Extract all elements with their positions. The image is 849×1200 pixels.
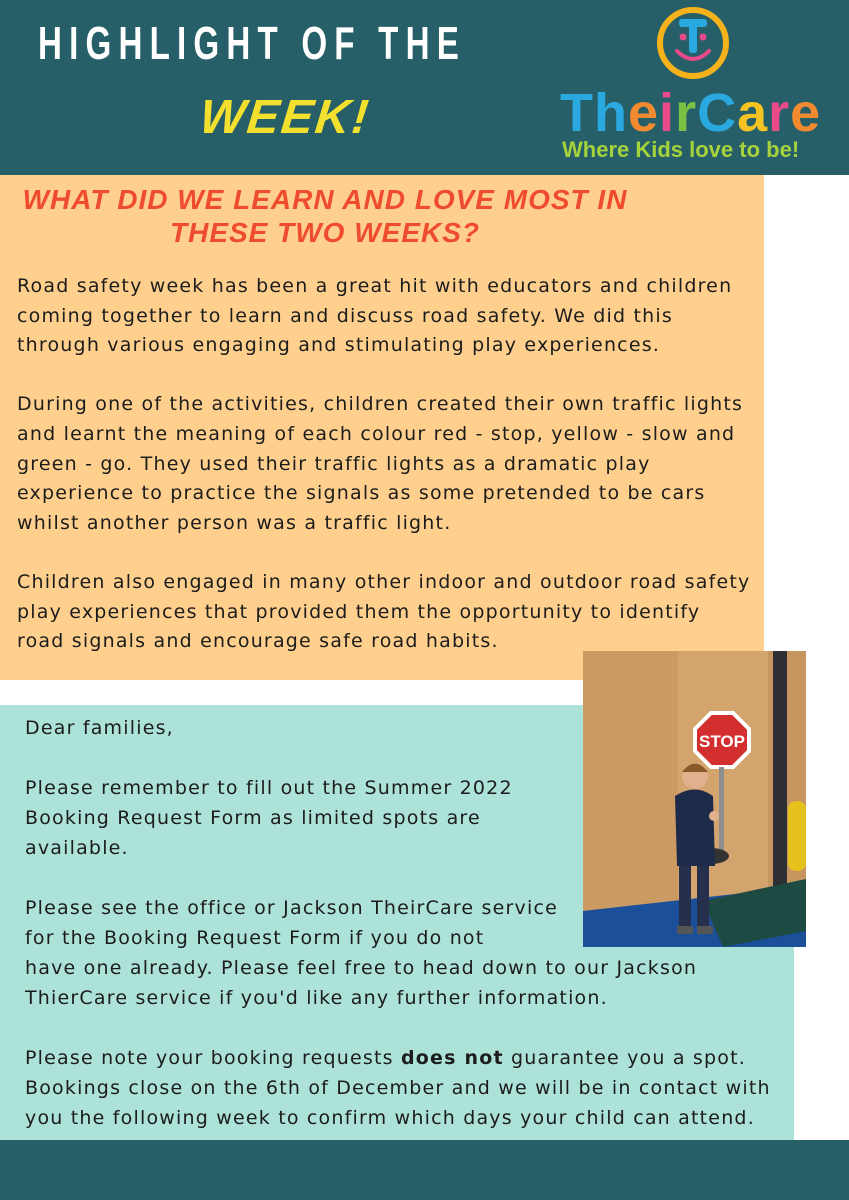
learning-paragraph: During one of the activities, children created their own traffic lights and learnt the meaning of each colour red - stop, yellow - slow and green - go. They used their traffic lights as a dramatic play experience to practice the signals as some pretended to be cars whilst another person was a traffic light.	[17, 393, 744, 534]
header-banner	[0, 0, 849, 175]
logo-tagline: Where Kids love to be!	[562, 137, 800, 162]
headline-line2: WEEK!	[197, 91, 373, 144]
logo-letter: r	[675, 83, 698, 143]
notice-disclaimer-bold: does not	[401, 1047, 504, 1069]
notice-greeting: Dear families,	[25, 717, 174, 739]
learning-body	[17, 272, 752, 686]
photo-illustration	[583, 651, 806, 947]
logo-letter: e	[790, 83, 822, 143]
learning-paragraph: Road safety week has been a great hit with educators and children coming together to learn and discuss road safety. We did this through various engaging and stimulating play experiences.	[17, 275, 733, 357]
logo-letter: C	[697, 83, 738, 143]
logo-letter: h	[594, 83, 628, 143]
logo-letter: r	[768, 83, 791, 143]
logo-letter: a	[737, 83, 769, 143]
logo-letter: e	[628, 83, 660, 143]
headline-line1: HIGHLIGHT OF THE	[38, 17, 466, 69]
logo-letter: i	[659, 83, 676, 143]
learning-title: WHAT DID WE LEARN AND LOVE MOST IN THESE TWO WEEKS?	[22, 184, 628, 248]
child-stop-sign-photo	[583, 651, 806, 947]
theircare-logo-text	[560, 82, 821, 144]
smiley-logo-icon	[655, 5, 731, 81]
footer-banner	[0, 1140, 849, 1200]
notice-paragraph-booking: Please remember to fill out the Summer 2022 Booking Request Form as limited spots are available.	[25, 777, 513, 859]
logo-letter: T	[560, 83, 594, 143]
notice-disclaimer-after: guarantee you a spot. Bookings close on the 6th of December and we will be in contact with you the following week to confirm which days your child can attend.	[25, 1047, 771, 1129]
notice-disclaimer-before: Please note your booking requests	[25, 1047, 401, 1069]
learning-panel	[0, 175, 764, 680]
notice-paragraph-disclaimer	[25, 1043, 785, 1133]
notice-office-end: have one already. Please feel free to head down to our Jackson ThierCare service if you'd like any further information.	[25, 957, 698, 1009]
notice-office-start: Please see the office or Jackson TheirCare service for the Booking Request Form if you do not	[25, 897, 558, 949]
learning-paragraph: Children also engaged in many other indoor and outdoor road safety play experiences that provided them the opportunity to identify road signals and encourage safe road habits.	[17, 570, 751, 653]
stop-sign-label: STOP	[699, 732, 745, 751]
